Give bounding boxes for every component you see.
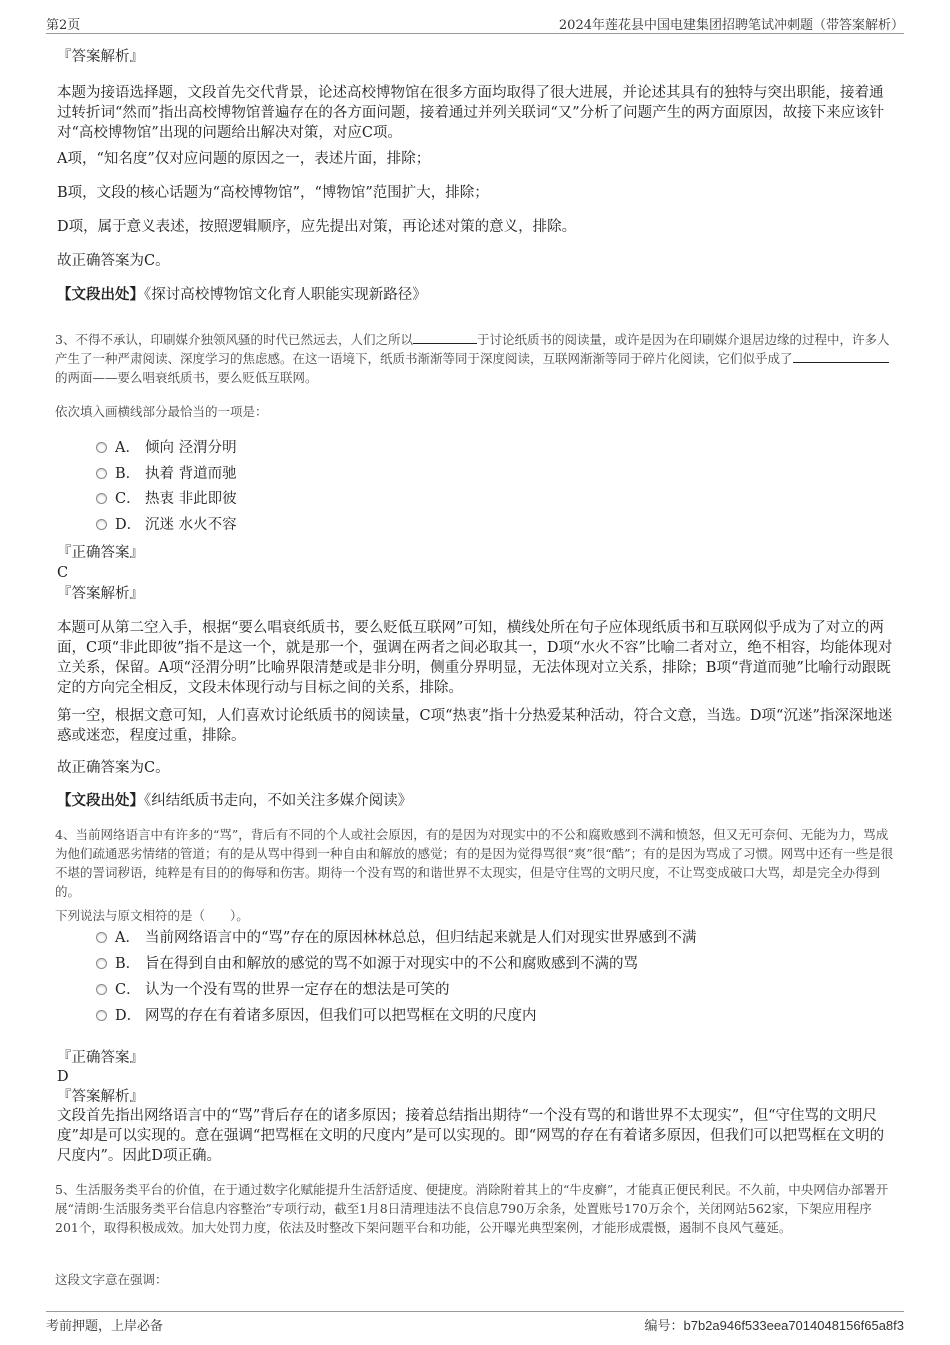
page-number: 第2页 (46, 18, 81, 33)
q3-stem-part3: 的两面——要么唱衰纸质书，要么贬低互联网。 (55, 370, 318, 385)
q2-option-a-analysis: A项，“知名度”仅对应问题的原因之一，表述片面，排除； (57, 151, 431, 167)
id-code: b7b2a946f533eea7014048156f65a8f3 (683, 1318, 904, 1333)
source-title: 《探讨高校博物馆文化育人职能实现新路径》 (144, 287, 427, 303)
document-id (644, 1315, 904, 1334)
radio-icon[interactable] (96, 493, 107, 504)
q3-analysis-label: 『答案解析』 (57, 586, 144, 602)
q2-source (57, 285, 893, 305)
option-letter: A． (115, 440, 140, 456)
q4-answer: D (57, 1069, 69, 1085)
id-label: 编号： (644, 1319, 684, 1334)
footer-slogan: 考前押题，上岸必备 (46, 1319, 164, 1334)
radio-icon[interactable] (96, 932, 107, 943)
q2-analysis-label: 『答案解析』 (57, 49, 144, 65)
q2-analysis-para: 本题为接语选择题，文段首先交代背景，论述高校博物馆在很多方面均取得了很大进展，并论述其具有的独特与突出职能，接着通过转折词“然而”指出高校博物馆普遍存在的各方面问题，接着通过并列关联词“又”分析了问题产生的两方面原因，故接下来应该针对“高校博物馆”出现的问题给出解决对策，对应C项。 (57, 85, 885, 141)
radio-icon[interactable] (96, 519, 107, 530)
page-header (46, 14, 904, 34)
q3-option-a[interactable] (96, 438, 237, 458)
q2-option-d-analysis: D项，属于意义表述，按照逻辑顺序，应先提出对策，再论述对策的意义，排除。 (57, 219, 577, 235)
blank-line (413, 332, 477, 344)
option-text: 当前网络语言中的“骂”存在的原因林林总总，但归结起来就是人们对现实世界感到不满 (145, 930, 697, 946)
q3-source (57, 791, 893, 811)
radio-icon[interactable] (96, 958, 107, 969)
option-text: 旨在得到自由和解放的感觉的骂不如源于对现实中的不公和腐败感到不满的骂 (145, 956, 638, 972)
q4-analysis: 文段首先指出网络语言中的“骂”背后存在的诸多原因；接着总结指出期待“一个没有骂的和谐世界不太现实”，但“守住骂的文明尺度”却是可以实现的。意在强调“把骂框在文明的尺度内”是可以实现的。即“网骂的存在有着诸多原因，但我们可以把骂框在文明的尺度内”。因此D项正确。 (57, 1108, 885, 1164)
option-letter: C． (115, 491, 141, 507)
option-text: 倾向 泾渭分明 (145, 440, 237, 456)
q2-conclusion: 故正确答案为C。 (57, 253, 170, 269)
radio-icon[interactable] (96, 1010, 107, 1021)
option-text: 沉迷 水火不容 (145, 517, 237, 533)
q4-option-b[interactable] (96, 954, 638, 974)
option-letter: B． (115, 466, 141, 482)
option-text: 热衷 非此即彼 (145, 491, 237, 507)
option-letter: B． (115, 956, 141, 972)
option-text: 执着 背道而驰 (145, 466, 237, 482)
q3-prompt: 依次填入画横线部分最恰当的一项是： (55, 404, 268, 419)
q3-stem (55, 330, 895, 387)
source-label: 【文段出处】 (57, 792, 144, 809)
option-letter: A． (115, 930, 140, 946)
q3-answer: C (57, 565, 69, 581)
q4-option-d[interactable] (96, 1006, 537, 1026)
option-text: 网骂的存在有着诸多原因，但我们可以把骂框在文明的尺度内 (145, 1008, 537, 1024)
blank-line (793, 351, 889, 363)
q3-analysis-para1: 本题可从第二空入手，根据“要么唱衰纸质书，要么贬低互联网”可知，横线处所在句子应体现纸质书和互联网似乎成为了对立的两面，C项“非此即彼”指不是这一个，就是那一个，强调在两者之间必取其一，D项“水火不容”比喻二者对立，绝不相容，均能体现对立关系，保留。A项“泾渭分明”比喻界限清楚或是非分明，侧重分界明显，无法体现对立关系，排除；B项“背道而驰”比喻行动跟既定的方向完全相反，文段未体现行动与目标之间的关系，排除。 (57, 620, 893, 696)
option-letter: C． (115, 982, 141, 998)
q4-analysis-label: 『答案解析』 (57, 1089, 144, 1105)
q3-stem-part2: 于讨论纸质书的阅读量，或许是因为在印刷媒介退居边缘的过程中，许多人产生了一种严肃阅读、深度学习的焦虑感。在这一语境下，纸质书渐渐等同于深度阅读，互联网渐渐等同于碎片化阅读，它们似乎成了 (55, 332, 890, 366)
q2-option-b-analysis: B项，文段的核心话题为“高校博物馆”，“博物馆”范围扩大，排除； (57, 185, 489, 201)
option-letter: D． (115, 1008, 142, 1024)
radio-icon[interactable] (96, 468, 107, 479)
q5-stem: 5、生活服务类平台的价值，在于通过数字化赋能提升生活舒适度、便捷度。消除附着其上的“牛皮癣”，才能真正便民利民。不久前，中央网信办部署开展“清朗·生活服务类平台信息内容整治”专项行动，截至1月8日清理违法不良信息790万余条，处置账号170万余个，关闭网站562家，下架应用程序201个，取得积极成效。加大处罚力度，依法及时整改下架问题平台和功能，公开曝光典型案例，才能形成震慑，遏制不良风气蔓延。 (55, 1182, 889, 1235)
page-footer (46, 1311, 904, 1333)
document-title: 2024年莲花县中国电建集团招聘笔试冲刺题（带答案解析） (558, 18, 904, 33)
q4-answer-label: 『正确答案』 (57, 1050, 144, 1066)
q4-prompt: 下列说法与原文相符的是（ ）。 (55, 908, 249, 923)
q4-option-a[interactable] (96, 928, 696, 948)
q3-option-d[interactable] (96, 515, 237, 535)
q3-stem-part1: 3、不得不承认，印刷媒介独领风骚的时代已然远去，人们之所以 (55, 332, 413, 347)
q3-option-b[interactable] (96, 464, 237, 484)
radio-icon[interactable] (96, 442, 107, 453)
q5-prompt: 这段文字意在强调： (55, 1272, 168, 1287)
q4-stem: 4、当前网络语言中有许多的“骂”，背后有不同的个人或社会原因，有的是因为对现实中的不公和腐败感到不满和愤怒，但又无可奈何、无能为力，骂成为他们疏通恶劣情绪的管道；有的是从骂中得到一种自由和解放的感觉；有的是因为觉得骂很“爽”很“酷”；有的是因为骂成了习惯。网骂中还有一些是很不堪的詈词秽语，纯粹是有目的的侮辱和伤害。期待一个没有骂的和谐世界不太现实，但是守住骂的文明尺度，不让骂变成破口大骂，却是完全办得到的。 (55, 827, 894, 899)
q3-conclusion: 故正确答案为C。 (57, 760, 170, 776)
source-title: 《纠结纸质书走向，不如关注多媒介阅读》 (144, 793, 413, 809)
option-text: 认为一个没有骂的世界一定存在的想法是可笑的 (145, 982, 450, 998)
q3-answer-label: 『正确答案』 (57, 545, 144, 561)
source-label: 【文段出处】 (57, 286, 144, 303)
q3-analysis-para2: 第一空，根据文意可知，人们喜欢讨论纸质书的阅读量，C项“热衷”指十分热爱某种活动，符合文意，当选。D项“沉迷”指深深地迷惑或迷恋，程度过重，排除。 (57, 708, 893, 744)
option-letter: D． (115, 517, 142, 533)
radio-icon[interactable] (96, 984, 107, 995)
q3-option-c[interactable] (96, 489, 237, 509)
q4-option-c[interactable] (96, 980, 450, 1000)
